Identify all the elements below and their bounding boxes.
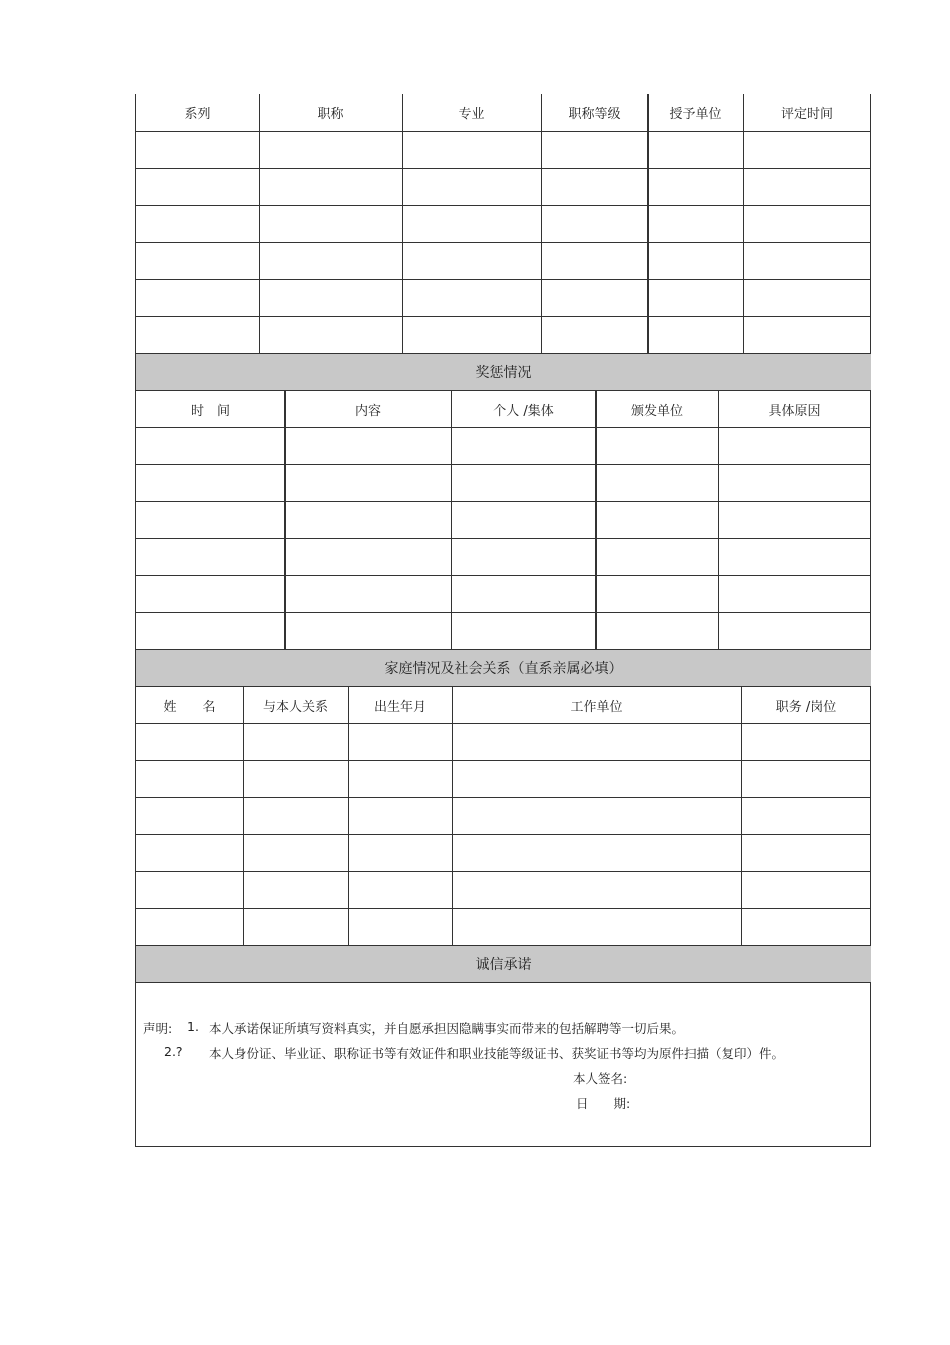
awards-row[interactable] [136, 464, 871, 501]
column-divider [348, 686, 349, 945]
titles-row[interactable] [136, 168, 871, 205]
column-divider [243, 686, 244, 945]
declaration-item-1-number: 1. [187, 1019, 199, 1034]
column-divider [595, 390, 597, 649]
family-header-row [136, 686, 871, 723]
column-divider [741, 686, 742, 945]
family-row[interactable] [136, 871, 871, 908]
titles-row[interactable] [136, 279, 871, 316]
family-section-title: 家庭情况及社会关系（直系亲属必填） [136, 649, 871, 686]
header-position: 职务 /岗位 [775, 699, 837, 715]
titles-row[interactable] [136, 205, 871, 242]
header-evaluation-date: 评定时间 [780, 107, 833, 122]
column-divider [648, 94, 649, 353]
titles-row[interactable] [136, 131, 871, 168]
header-awarding-unit: 授予单位 [669, 107, 722, 122]
declaration-item-2-number: 2.? [164, 1044, 183, 1059]
column-divider [541, 94, 542, 353]
column-divider [743, 94, 744, 353]
family-row[interactable] [136, 834, 871, 871]
header-issuing-unit: 颁发单位 [630, 403, 683, 419]
header-specific-reason: 具体原因 [768, 403, 821, 419]
awards-row[interactable] [136, 612, 871, 649]
header-work-unit: 工作单位 [570, 699, 623, 715]
family-row[interactable] [136, 760, 871, 797]
integrity-section-title: 诚信承诺 [136, 945, 871, 982]
date-label: 日 期: [576, 1096, 631, 1111]
awards-row[interactable] [136, 501, 871, 538]
header-content: 内容 [354, 403, 381, 419]
titles-header-row [136, 94, 871, 131]
header-name: 姓 名 [163, 699, 216, 715]
declaration-item-2-text: 本人身份证、毕业证、职称证书等有效证件和职业技能等级证书、获奖证书等均为原件扫描（复印）件。 [209, 1046, 785, 1061]
column-divider [451, 390, 452, 649]
declaration-label: 声明: [143, 1021, 173, 1036]
awards-section-title: 奖惩情况 [136, 353, 871, 390]
integrity-body [136, 982, 871, 1147]
awards-header-row [136, 390, 871, 427]
awards-row[interactable] [136, 538, 871, 575]
titles-row[interactable] [136, 316, 871, 353]
family-row[interactable] [136, 797, 871, 834]
awards-row[interactable] [136, 427, 871, 464]
header-title-level: 职称等级 [568, 107, 621, 122]
header-time: 时 间 [190, 403, 230, 419]
header-series: 系列 [184, 107, 211, 122]
header-birth-date: 出生年月 [373, 699, 426, 715]
column-divider [259, 94, 260, 353]
header-major: 专业 [458, 107, 485, 122]
column-divider [284, 390, 286, 649]
signature-label: 本人签名: [573, 1071, 628, 1086]
awards-row[interactable] [136, 575, 871, 612]
header-title: 职称 [317, 107, 344, 122]
family-row[interactable] [136, 723, 871, 760]
header-relationship: 与本人关系 [262, 699, 328, 715]
application-form-sheet [135, 94, 871, 1147]
titles-row[interactable] [136, 242, 871, 279]
family-row[interactable] [136, 908, 871, 945]
declaration-item-1-text: 本人承诺保证所填写资料真实，并自愿承担因隐瞒事实而带来的包括解聘等一切后果。 [209, 1021, 685, 1036]
header-individual-collective: 个人 /集体 [493, 403, 554, 419]
column-divider [452, 686, 453, 945]
column-divider [718, 390, 719, 649]
column-divider [402, 94, 403, 353]
